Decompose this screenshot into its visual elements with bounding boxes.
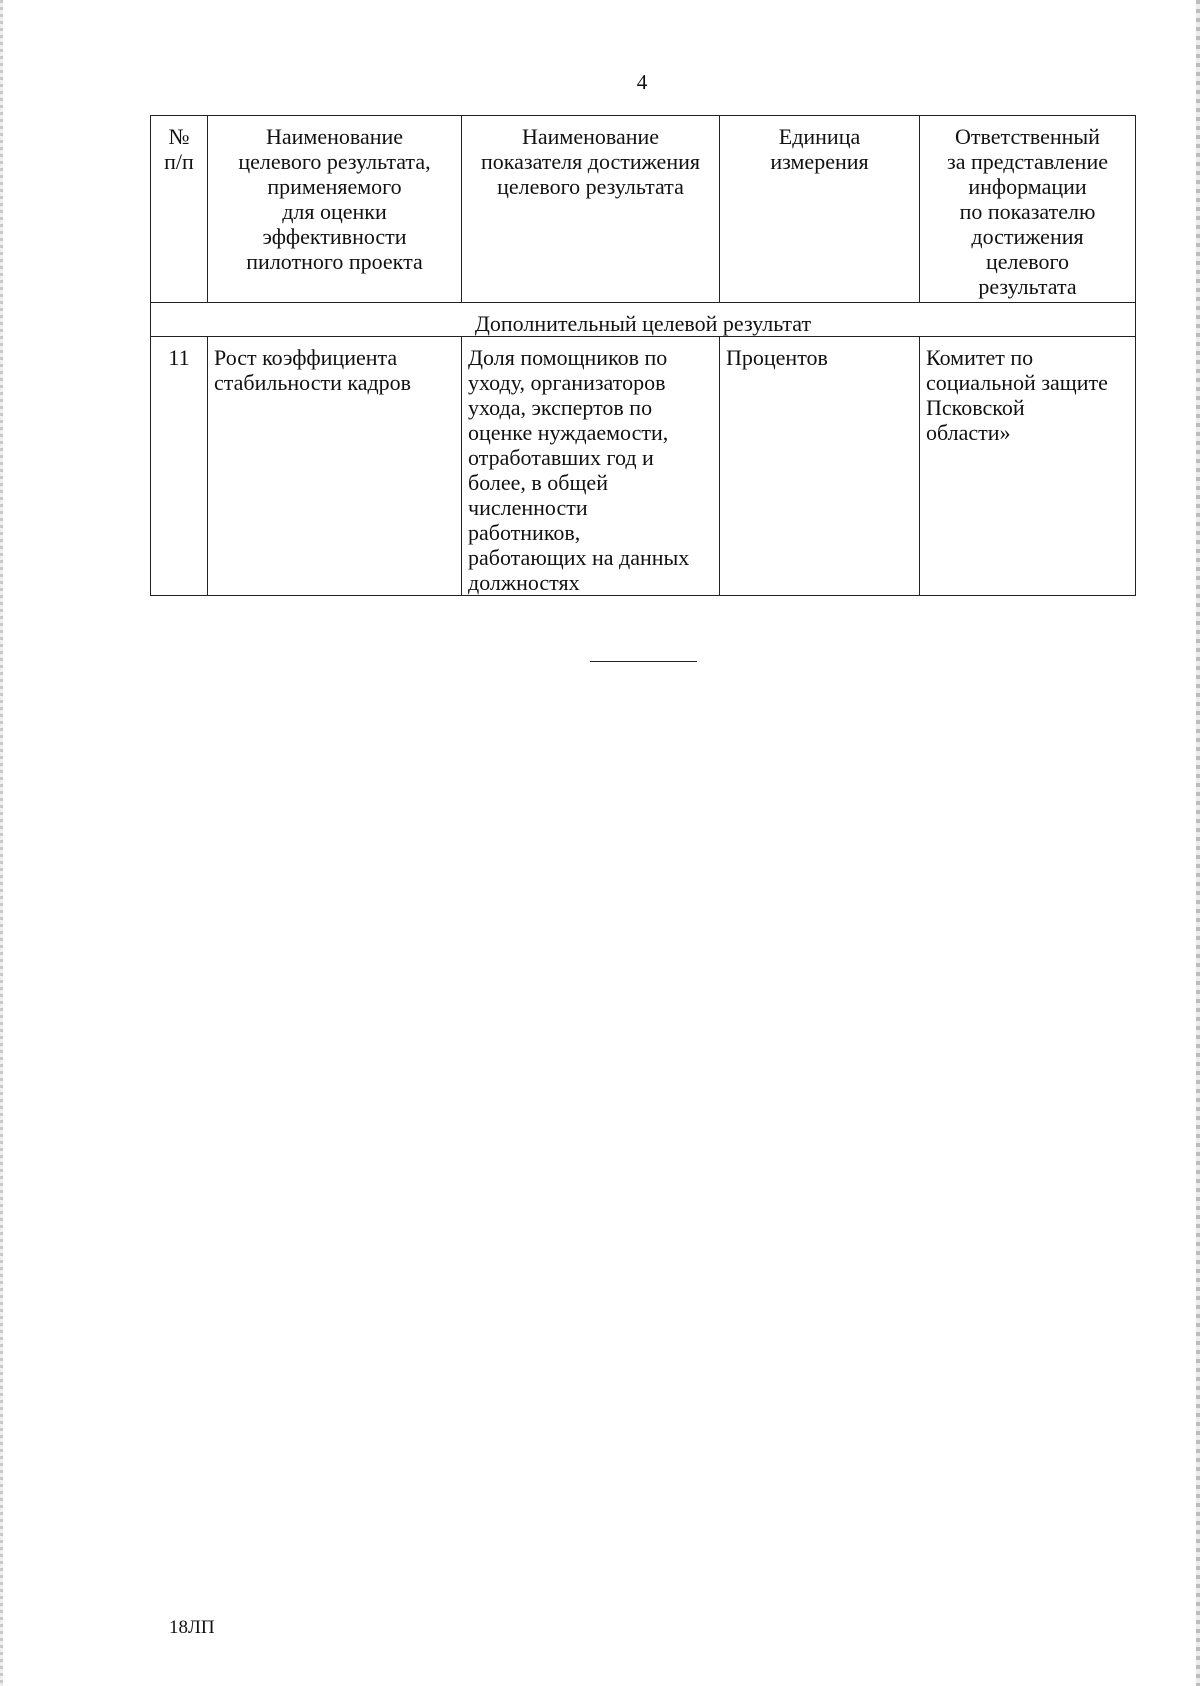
section-title: Дополнительный целевой результат [151, 303, 1136, 337]
header-number: № п/п [151, 116, 208, 303]
header-unit: Единица измерения [720, 116, 920, 303]
cell-number: 11 [151, 337, 208, 596]
target-results-table [150, 115, 1136, 596]
cell-unit: Процентов [720, 337, 920, 596]
table-header-row [151, 116, 1136, 303]
cell-indicator-name: Доля помощников по уходу, организаторов ухода, экспертов по оценке нуждаемости, отработавших год и более, в общей численности работников, работающих на данных должностях [462, 337, 720, 596]
scan-right-edge [1196, 0, 1200, 1686]
footer-code: 18ЛП [169, 1617, 215, 1638]
header-result-name: Наименование целевого результата, применяемого для оценки эффективности пилотного проекта [208, 116, 462, 303]
cell-responsible: Комитет по социальной защите Псковской области» [920, 337, 1136, 596]
section-row [151, 303, 1136, 337]
cell-result-name: Рост коэффициента стабильности кадров [208, 337, 462, 596]
header-responsible: Ответственный за представление информации по показателю достижения целевого результата [920, 116, 1136, 303]
header-indicator-name: Наименование показателя достижения целевого результата [462, 116, 720, 303]
end-of-document-rule [590, 661, 697, 662]
page-number: 4 [636, 70, 648, 94]
table-row [151, 337, 1136, 596]
scan-left-edge [0, 0, 3, 1686]
